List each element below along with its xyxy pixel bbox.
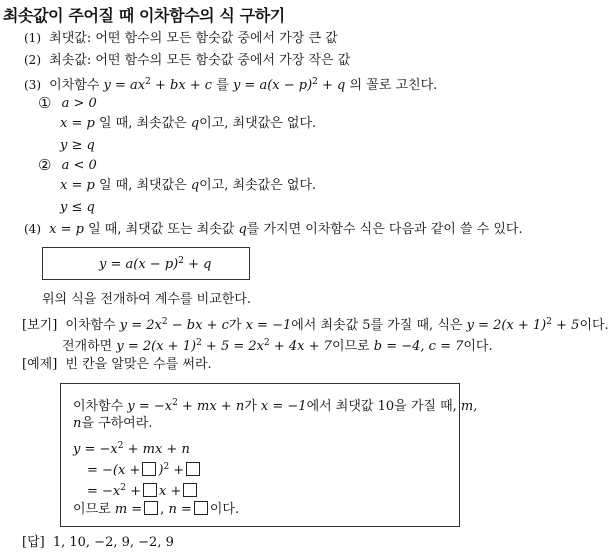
math-expression: a < 0 [61, 158, 97, 173]
answer-blank[interactable] [183, 483, 197, 497]
answer-text: 1, 10, −2, 9, −2, 9 [52, 535, 174, 550]
item-3 [24, 74, 437, 94]
solution-step-2: = $-(x + )^2$ + [87, 459, 202, 479]
math-expression: q [238, 222, 247, 237]
case-2-range [60, 200, 95, 216]
item-text: 최솟값: 어떤 함수의 모든 함숫값 중에서 가장 작은 값 [49, 53, 351, 68]
item-text: 일 때, 최댓값 또는 최솟값 [88, 222, 239, 237]
text: 이차함수 [73, 399, 128, 414]
page-title: 최솟값이 주어질 때 이차함수의 식 구하기 [3, 6, 285, 25]
text: 이다. [209, 502, 240, 517]
math-expression: x = p [60, 178, 95, 193]
item-label: (3) [24, 78, 41, 92]
answer-blank[interactable] [194, 501, 208, 515]
math-expression: $y = a(x - p)^2 + q$ [232, 77, 346, 93]
math-expression: $y = 2(x + 1)^2 + 5 = 2x^2 + 4x + 7$ [116, 338, 332, 354]
exercise-instruction [22, 357, 212, 373]
item-text: 를 가지면 이차함수 식은 다음과 같이 쓸 수 있다. [246, 222, 523, 237]
text: , [160, 502, 169, 517]
math-expression: x = p [49, 222, 84, 237]
text: 이고, 최댓값은 없다. [199, 116, 317, 131]
math-expression: $y = 2(x + 1)^2 + 5$ [466, 317, 580, 333]
text: 일 때, 최솟값은 [98, 116, 191, 131]
item-4 [24, 221, 523, 238]
text: 전개하면 [62, 339, 117, 354]
text: 일 때, 최댓값은 [98, 178, 191, 193]
math-expression: x = −1 [245, 318, 292, 333]
text: 가 [244, 399, 261, 414]
formula-box [42, 247, 250, 280]
math-expression: q [190, 178, 200, 193]
answer-line [22, 535, 174, 551]
example-given-line-1 [22, 314, 609, 334]
text: 이므로 [73, 502, 115, 517]
math-expression: $y = ax^2$ + bx + c [103, 77, 213, 93]
math-expression: $y = 2x^2$ − bx + c [119, 317, 229, 333]
case-2-description [60, 178, 316, 194]
item-text: 최댓값: 어떤 함수의 모든 함숫값 중에서 가장 큰 값 [49, 31, 338, 46]
item-text: 이차함수 [49, 78, 104, 93]
vertex-form-formula: $y = a(x - p)^2 + q$ [99, 256, 212, 272]
text: 이므로 [331, 339, 374, 354]
solution-step-1: $y = -x^2$ + mx + n [73, 441, 190, 457]
answer-blank[interactable] [186, 462, 200, 476]
text: 가 [228, 318, 246, 333]
math-expression: m = [114, 502, 143, 517]
text: 이다. [579, 318, 609, 333]
exercise-line-2 [73, 416, 152, 432]
case-2-condition [38, 157, 97, 174]
math-expression: n = [168, 502, 192, 517]
item-2 [24, 52, 350, 69]
math-expression: $y = -x^2$ + mx + n [127, 398, 245, 414]
solution-step-3: = $-x^2 + x$ + [87, 480, 199, 500]
math-expression: y ≤ q [60, 200, 95, 215]
math-expression: m, [460, 399, 478, 414]
math-expression: a > 0 [61, 96, 97, 111]
case-1-range [60, 138, 95, 154]
example-given-line-2 [62, 335, 493, 355]
text: 을 구하여라. [81, 416, 153, 431]
item-1 [24, 30, 338, 47]
math-expression: y ≥ q [60, 138, 95, 153]
case-1-condition [38, 95, 97, 112]
item-label: (4) [24, 222, 41, 236]
yeje-tag: [예제] [22, 357, 58, 372]
circled-number-2: ② [38, 156, 52, 174]
text: 이다. [463, 339, 493, 354]
text: 에서 최솟값 5를 가질 때, 식은 [291, 318, 467, 333]
text: 빈 칸을 알맞은 수를 써라. [65, 357, 212, 372]
answer-tag: [답] [22, 535, 45, 550]
item-text: 의 꼴로 고친다. [349, 78, 438, 93]
answer-blank[interactable] [143, 483, 157, 497]
math-expression: x = −1 [260, 399, 307, 414]
text: 이차함수 [65, 318, 120, 333]
math-expression: x = p [60, 116, 95, 131]
math-expression: b = −4, c = 7 [373, 339, 464, 354]
text: 에서 최댓값 10을 가질 때, [306, 399, 461, 414]
math-expression: n [73, 416, 82, 431]
expand-instruction: 위의 식을 전개하여 계수를 비교한다. [42, 292, 252, 307]
exercise-box [60, 383, 478, 527]
case-1-description [60, 116, 316, 132]
bogi-tag: [보기] [22, 318, 58, 333]
exercise-line-1 [73, 395, 477, 415]
solution-conclusion [73, 501, 239, 518]
item-label: (2) [24, 53, 41, 67]
math-expression: q [190, 116, 200, 131]
item-label: (1) [24, 31, 41, 45]
text: 이고, 최솟값은 없다. [199, 178, 317, 193]
circled-number-1: ① [38, 94, 52, 112]
item-text: 를 [216, 78, 233, 93]
answer-blank[interactable] [144, 501, 158, 515]
answer-blank[interactable] [142, 462, 156, 476]
